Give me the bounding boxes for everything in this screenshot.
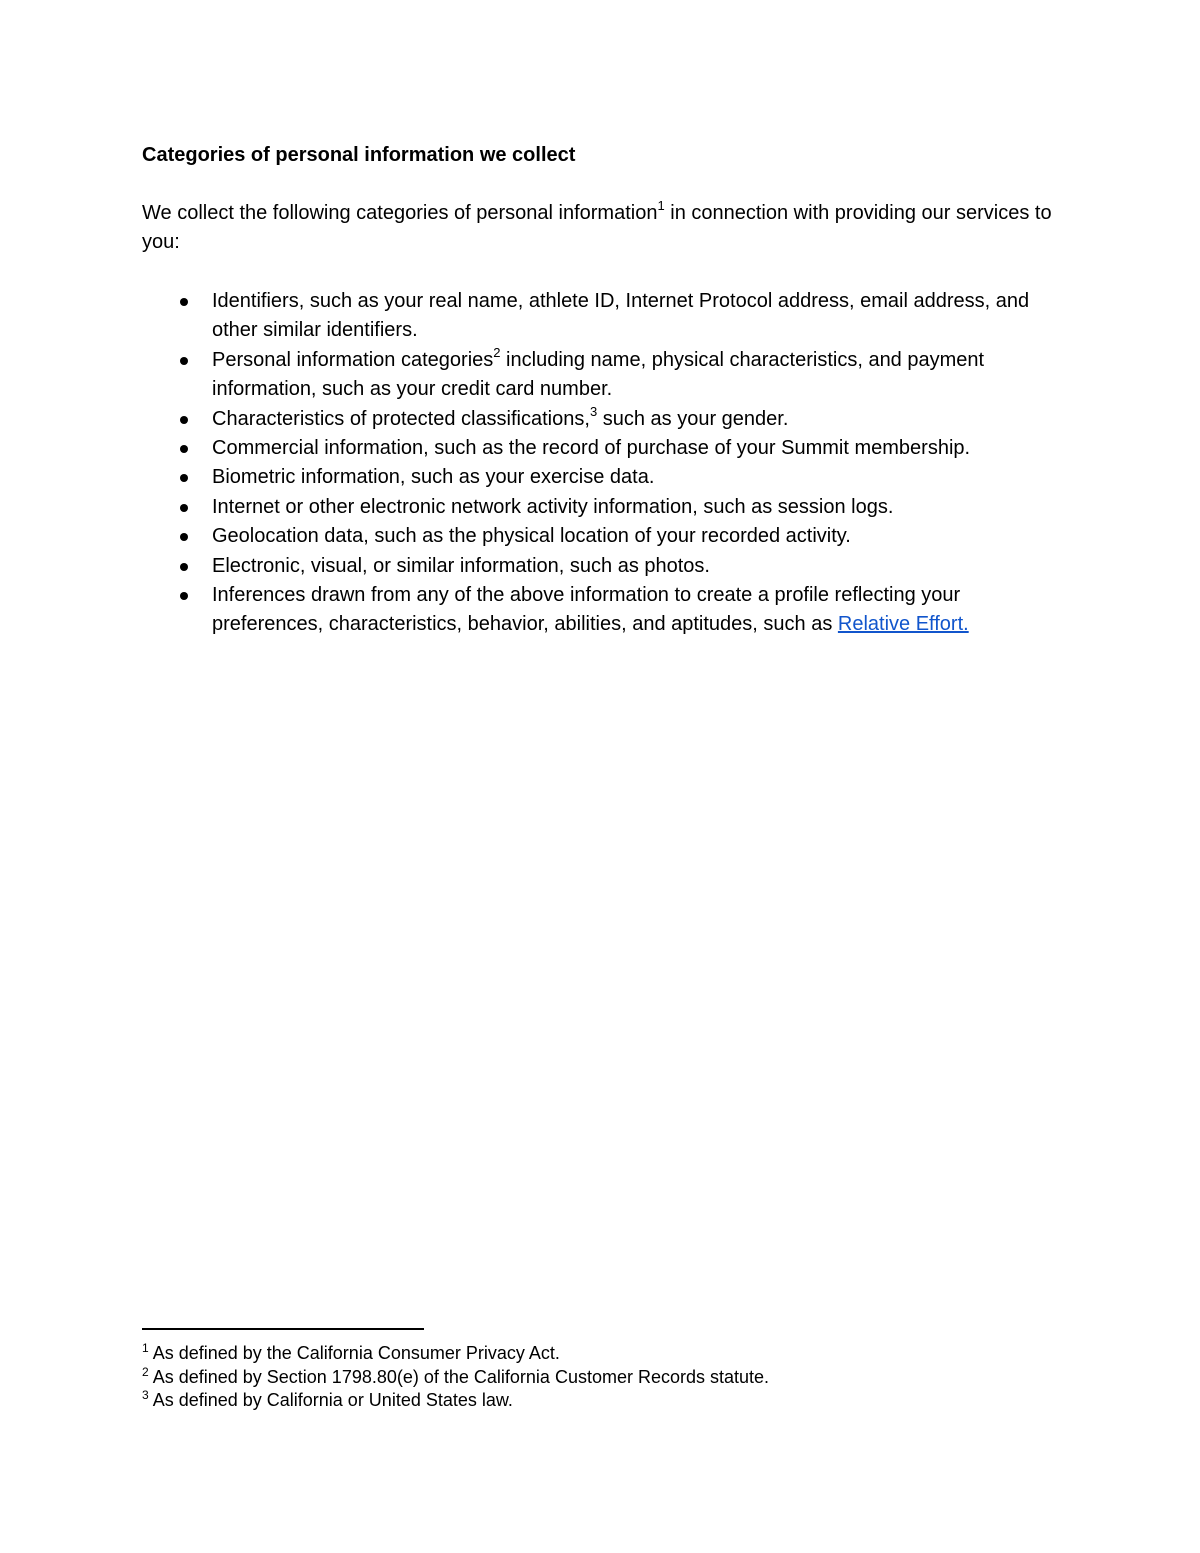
footnote-number: 3: [142, 1388, 149, 1402]
bullet-icon: [180, 474, 188, 482]
footnote-ref: 1: [657, 198, 665, 214]
list-item: [142, 405, 1062, 434]
bullet-icon: [180, 416, 188, 424]
list-item-text: Biometric information, such as your exercise data.: [212, 466, 655, 489]
bullet-icon: [180, 563, 188, 571]
list-item-text: Commercial information, such as the record of purchase of your Summit membership.: [212, 437, 971, 460]
footnote-ref: 3: [589, 403, 598, 419]
list-item-text: Inferences drawn from any of the above information to create a profile reflecting your preferences, characteristics, behavior, abilities, and aptitudes, such as: [212, 584, 961, 636]
list-item-text: Geolocation data, such as the physical location of your recorded activity.: [212, 525, 851, 548]
section-heading: Categories of personal information we collect: [142, 144, 576, 166]
list-item-text: such as your gender.: [597, 407, 789, 430]
footnote-text: As defined by the California Consumer Privacy Act.: [148, 1343, 560, 1363]
bullet-icon: [180, 592, 188, 600]
list-item: [142, 581, 1062, 640]
intro-text-after: in connection with providing our services to you:: [142, 202, 1052, 253]
list-item-text: Characteristics of protected classifications,: [212, 407, 590, 430]
footnote-text: As defined by Section 1798.80(e) of the California Customer Records statute.: [148, 1366, 770, 1387]
list-item: [142, 287, 1062, 346]
list-item-text: Electronic, visual, or similar information, such as photos.: [212, 554, 710, 577]
list-item: [142, 434, 1062, 463]
list-item: [142, 493, 1062, 522]
relative-effort-link[interactable]: Relative Effort.: [837, 613, 969, 636]
footnote-ref: 2: [493, 345, 501, 361]
list-item-text: Identifiers, such as your real name, athlete ID, Internet Protocol address, email address, and other similar identifiers.: [212, 290, 1030, 342]
footnote: [142, 1389, 1062, 1413]
list-item: [142, 346, 1062, 405]
bullet-icon: [180, 504, 188, 512]
categories-list: [142, 287, 1062, 640]
footnotes-section: [142, 1342, 1062, 1413]
list-item-text: Personal information categories: [212, 348, 494, 371]
intro-text-before: We collect the following categories of personal information: [142, 202, 658, 224]
bullet-icon: [180, 445, 188, 453]
footnote: [142, 1366, 1062, 1390]
intro-paragraph: [142, 199, 1062, 257]
list-item: [142, 522, 1062, 551]
list-item: [142, 552, 1062, 581]
footnote-number: 1: [142, 1341, 149, 1355]
list-item-text: Internet or other electronic network activity information, such as session logs.: [212, 495, 894, 518]
list-item: [142, 463, 1062, 492]
list-item-text: including name, physical characteristics, and payment information, such as your credit card number.: [212, 348, 985, 401]
bullet-icon: [180, 533, 188, 541]
footnote-number: 2: [142, 1364, 149, 1379]
bullet-icon: [180, 357, 188, 365]
footnote-divider: [142, 1328, 424, 1330]
footnote: [142, 1342, 1062, 1366]
footnote-text: As defined by California or United States law.: [148, 1390, 513, 1410]
document-body: [142, 140, 1062, 640]
bullet-icon: [180, 298, 188, 306]
